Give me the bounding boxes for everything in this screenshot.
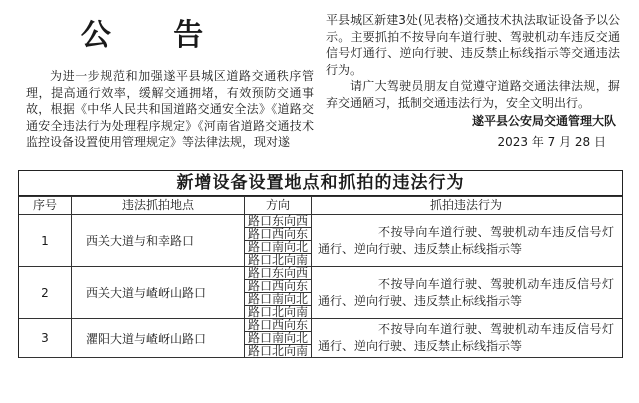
notice-paragraph-right: 平县城区新建3处(见表格)交通技术执法取证设备予以公示。主要抓拍不按导向车道行驶、驾驶机动车违反交通信号灯通行、逆向行驶、违反禁止标线指示等交通违法行为。 — [326, 13, 620, 77]
violations-text: 不按导向车道行驶、驾驶机动车违反信号灯通行、逆向行驶、违反禁止标线指示等 — [318, 224, 614, 256]
row-directions — [245, 319, 312, 358]
direction-cell: 路口南向北 — [245, 241, 311, 254]
direction-cell: 路口北向南 — [247, 345, 308, 357]
violations-text: 不按导向车道行驶、驾驶机动车违反信号灯通行、逆向行驶、违反禁止标线指示等 — [318, 276, 614, 308]
row-location: 西关大道与和幸路口 — [72, 215, 245, 267]
direction-cell: 路口南向北 — [245, 293, 311, 306]
equipment-table-grid — [19, 196, 622, 358]
direction-cell: 路口东向西 — [245, 267, 311, 280]
header-violations: 抓拍违法行为 — [312, 197, 623, 215]
notice-section — [0, 0, 639, 168]
violations-text: 不按导向车道行驶、驾驶机动车违反信号灯通行、逆向行驶、违反禁止标线指示等 — [318, 322, 614, 353]
direction-cell: 路口东向西 — [245, 215, 311, 228]
direction-cell: 路口南向北 — [245, 332, 311, 345]
row-violations — [312, 267, 623, 319]
row-no: 1 — [19, 215, 72, 267]
table-heading: 新增设备设置地点和抓拍的违法行为 — [19, 171, 622, 196]
table-row — [19, 267, 622, 319]
header-direction: 方向 — [245, 197, 312, 215]
row-directions — [245, 215, 312, 267]
notice-right-column — [326, 12, 620, 150]
direction-cell: 路口北向南 — [247, 306, 308, 318]
notice-paragraph-appeal: 请广大驾驶员朋友自觉遵守道路交通法律法规，摒弃交通陋习，抵制交通违法行为，安全文明出行。 — [326, 79, 620, 110]
row-no: 3 — [19, 319, 72, 358]
header-no: 序号 — [19, 197, 72, 215]
row-location: 灈阳大道与嵖岈山路口 — [72, 319, 245, 358]
notice-paragraph-left: 为进一步规范和加强遂平县城区道路交通秩序管理，提高通行效率，缓解交通拥堵，有效预防交通事故，根据《中华人民共和国道路交通安全法》《道路交通安全违法行为处理程序规定》《河南省道路交通技术监控设备设置使用管理规定》等法律法规，现对遂 — [26, 69, 314, 149]
row-violations — [312, 319, 623, 358]
notice-date: 2023 年 7 月 28 日 — [497, 134, 606, 149]
notice-left-column — [26, 68, 314, 151]
row-directions — [245, 267, 312, 319]
direction-cell: 路口西向东 — [245, 228, 311, 241]
table-header-row — [19, 197, 622, 215]
direction-cell: 路口北向南 — [247, 254, 308, 266]
next-text-fragment — [380, 397, 620, 403]
row-location: 西关大道与嵖岈山路口 — [72, 267, 245, 319]
table-row — [19, 215, 622, 267]
notice-signature: 遂平县公安局交通管理大队 — [471, 114, 616, 128]
table-row — [19, 319, 622, 358]
equipment-table — [18, 170, 623, 358]
direction-cell: 路口西向东 — [245, 319, 311, 332]
row-no: 2 — [19, 267, 72, 319]
direction-cell: 路口西向东 — [245, 280, 311, 293]
notice-title: 公 告 — [80, 18, 230, 53]
header-location: 违法抓拍地点 — [72, 197, 245, 215]
row-violations — [312, 215, 623, 267]
